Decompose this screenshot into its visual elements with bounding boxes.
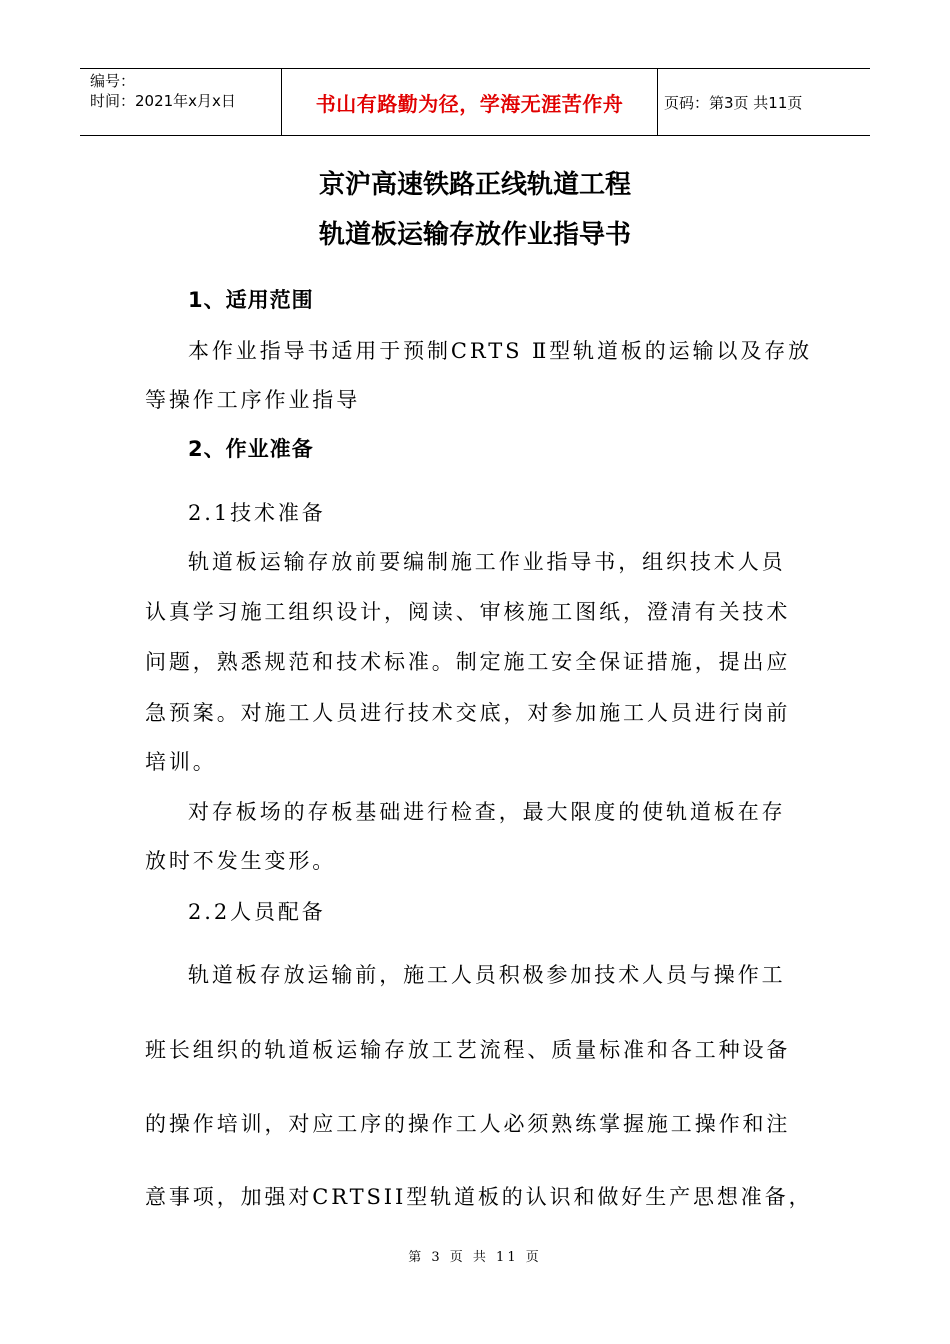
body-line: 问题，熟悉规范和技术标准。制定施工安全保证措施，提出应	[145, 650, 791, 674]
body-line: 等操作工序作业指导	[145, 388, 361, 412]
body-line: 对存板场的存板基础进行检查，最大限度的使轨道板在存	[188, 800, 786, 824]
header-table	[80, 68, 870, 136]
section-heading-preparation: 2、作业准备	[188, 437, 314, 461]
body-line: 轨道板存放运输前，施工人员积极参加技术人员与操作工	[188, 963, 786, 987]
body-line: 本作业指导书适用于预制CRTS Ⅱ型轨道板的运输以及存放	[188, 339, 813, 363]
document-date-label: 时间：2021年x月x日	[90, 92, 236, 110]
page-footer: 第 3 页 共 11 页	[408, 1250, 542, 1265]
body-line: 意事项，加强对CRTSII型轨道板的认识和做好生产思想准备，	[145, 1185, 813, 1209]
body-line: 轨道板运输存放前要编制施工作业指导书，组织技术人员	[188, 550, 786, 574]
document-number-label: 编号：	[90, 72, 136, 90]
body-line: 班长组织的轨道板运输存放工艺流程、质量标准和各工种设备	[145, 1038, 791, 1062]
section-heading-scope: 1、适用范围	[188, 288, 314, 312]
header-meta-cell	[80, 69, 281, 135]
body-line: 认真学习施工组织设计，阅读、审核施工图纸，澄清有关技术	[145, 600, 791, 624]
document-title-line-1: 京沪高速铁路正线轨道工程	[318, 170, 631, 200]
header-page-info: 页码：第3页 共11页	[664, 93, 803, 112]
body-line: 放时不发生变形。	[145, 849, 337, 873]
body-line: 急预案。对施工人员进行技术交底，对参加施工人员进行岗前	[145, 701, 791, 725]
body-line: 的操作培训，对应工序的操作工人必须熟练掌握施工操作和注	[145, 1112, 791, 1136]
document-title-line-2: 轨道板运输存放作业指导书	[318, 220, 631, 250]
header-motto: 书山有路勤为径，学海无涯苦作舟	[281, 69, 658, 135]
subsection-heading-personnel: 2.2人员配备	[188, 900, 326, 924]
body-line: 培训。	[145, 750, 217, 774]
subsection-heading-technical: 2.1技术准备	[188, 501, 326, 525]
